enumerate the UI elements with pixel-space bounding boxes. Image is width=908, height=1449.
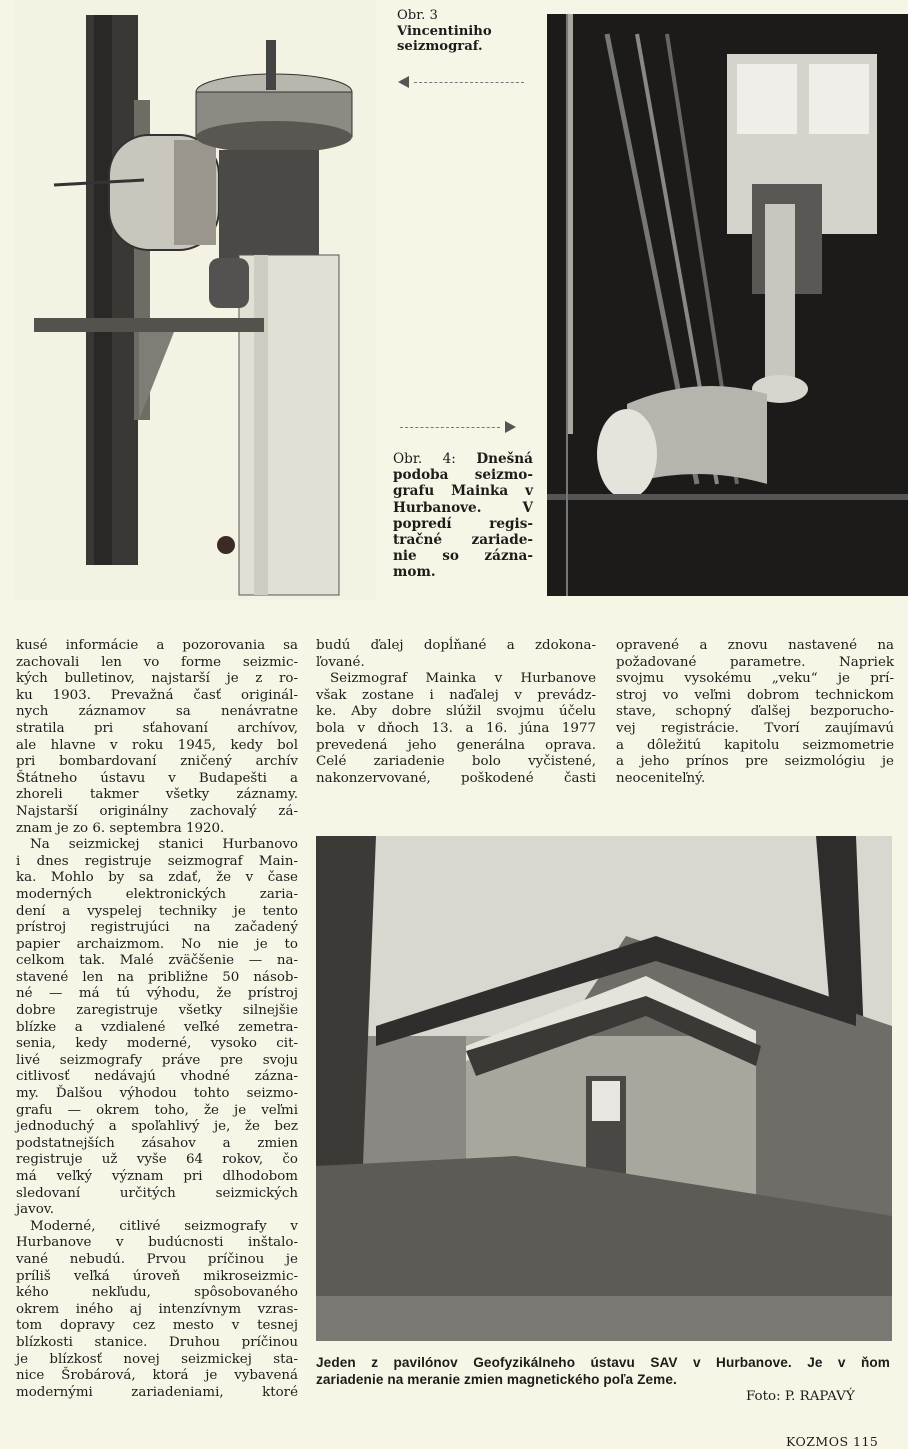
- text-line: livé seizmografy práve pre svoju: [16, 1052, 298, 1068]
- figure-4-line: Hurbanove. V: [393, 499, 533, 516]
- figure-4-line: nie so zázna-: [393, 548, 533, 565]
- photo-caption: [316, 1354, 890, 1388]
- arrow-line: [400, 427, 500, 429]
- text-line: ka. Mohlo by sa zdať, že v čase: [16, 870, 298, 886]
- figure-4-line: tračné zariade-: [393, 532, 533, 549]
- text-line: znam je zo 6. septembra 1920.: [16, 820, 225, 836]
- text-line: svojmu vysokému „veku“ je prí-: [616, 671, 894, 687]
- text-line: né — má tú výhodu, že prístroj: [16, 986, 298, 1002]
- arrow-right-icon: [505, 421, 516, 433]
- text-line: vané nebudú. Prvou príčinou je: [16, 1251, 298, 1267]
- text-line: prístroj registrujúci na začadený: [16, 920, 298, 936]
- text-line: papier archaizmom. No nie je to: [16, 936, 298, 952]
- arrow-left-icon: [398, 76, 409, 88]
- text-line: má veľký význam pri dlhodobom: [16, 1169, 298, 1184]
- text-line: my. Ďalšou výhodou tohto seizmo-: [16, 1086, 298, 1102]
- text-line: zhoreli takmer všetky záznamy.: [16, 787, 298, 803]
- text-line: ale hlavne v roku 1945, kedy bol: [16, 737, 298, 753]
- text-line: ku 1903. Prevažná časť originál-: [16, 687, 298, 703]
- text-line: bola v dňoch 13. a 16. júna 1977: [316, 720, 596, 736]
- text-line: i dnes registruje seizmograf Main-: [16, 853, 298, 869]
- figure-4-line: Dnešná: [476, 451, 533, 467]
- text-line: neoceniteľný.: [616, 770, 706, 786]
- text-line: vej registrácie. Tvorí zaujímavú: [616, 720, 894, 736]
- text-line: stroj vo veľmi dobrom technickom: [616, 687, 894, 703]
- figure-4-line: grafu Mainka v: [393, 483, 533, 500]
- text-line: stratila pri sťahovaní archívov,: [16, 720, 298, 736]
- text-line: stave, schopný ďalšej bezporucho-: [616, 704, 894, 720]
- text-line: javov.: [16, 1202, 54, 1218]
- text-line: citlivosť nedávajú vhodné zázna-: [16, 1069, 298, 1085]
- text-line: ľované.: [316, 654, 365, 670]
- photo-credit: Foto: P. RAPAVÝ: [746, 1389, 855, 1404]
- text-line: Moderné, citlivé seizmografy v: [30, 1218, 298, 1234]
- text-line: Celé zariadenie bolo vyčistené,: [316, 754, 596, 770]
- photo-geophysical-pavilion: [316, 836, 892, 1341]
- text-line: príliš veľká úroveň mikroseizmic-: [16, 1268, 298, 1284]
- figure-4-line: mom.: [393, 564, 436, 581]
- text-line: nych záznamov sa nenávratne: [16, 704, 298, 720]
- figure-4-line: popredí regis-: [393, 515, 533, 532]
- text-line: modernými zariadeniami, ktoré: [16, 1384, 298, 1400]
- photo-caption-line: zariadenie na meranie zmien magnetického poľa Zeme.: [316, 1372, 677, 1387]
- text-line: celkom tak. Malé zväčšenie — na-: [16, 953, 298, 969]
- figure-4-caption: [393, 451, 533, 581]
- figure-3-title-line: Vincentiniho: [397, 23, 492, 39]
- figure-3-caption: [397, 8, 517, 55]
- text-line: blízkosti stanice. Druhou príčinou: [16, 1334, 298, 1350]
- text-line: Na seizmickej stanici Hurbanovo: [30, 837, 298, 853]
- text-line: Hurbanove v budúcnosti inštalo-: [16, 1235, 298, 1251]
- figure-3-label: Obr. 3: [397, 8, 438, 23]
- text-line: a dôležitú kapitolu seizmometrie: [616, 737, 894, 753]
- text-line: jednoduchý a spoľahlivý je, že bez: [16, 1119, 298, 1135]
- text-line: Najstarší originálny zachovalý zá-: [16, 803, 298, 819]
- text-line: ke. Aby dobre slúžil svojmu účelu: [316, 704, 596, 720]
- text-line: tom dopravy cez mesto v tesnej: [16, 1318, 298, 1334]
- article-column-2: [316, 638, 596, 787]
- text-line: senia, kedy moderné, vysoko cit-: [16, 1036, 298, 1052]
- figure-3-title-line: seizmograf.: [397, 39, 483, 55]
- text-line: však zostane i naďalej v prevádz-: [316, 687, 596, 703]
- text-line: grafu — okrem toho, že je veľmi: [16, 1102, 298, 1118]
- page-footer: KOZMOS 115: [786, 1434, 879, 1449]
- text-line: dobre zaregistruje všetky silnejšie: [16, 1003, 298, 1019]
- text-line: kých bulletinov, najstarší je z ro-: [16, 671, 298, 687]
- text-line: blízke a vzdialené veľké zemetra-: [16, 1019, 298, 1035]
- text-line: stavené len na približne 50 násob-: [16, 969, 298, 985]
- photo-mainka-seismograph: [547, 14, 908, 596]
- text-line: podstatnejších zásahov a zmien: [16, 1135, 298, 1151]
- text-line: požadované parametre. Napriek: [616, 654, 894, 670]
- text-line: moderných elektronických zaria-: [16, 886, 298, 902]
- text-line: registruje už vyše 64 rokov, čo: [16, 1152, 298, 1168]
- text-line: dení a vyspelej techniky je tento: [16, 903, 298, 919]
- text-line: kusé informácie a pozorovania sa: [16, 638, 298, 653]
- text-line: opravené a znovu nastavené na: [616, 638, 894, 653]
- text-line: okrem iného aj intenzívnym vzras-: [16, 1301, 298, 1317]
- figure-4-label: Obr. 4:: [393, 451, 456, 467]
- text-line: sledovaní určitých seizmických: [16, 1185, 298, 1201]
- text-line: Seizmograf Mainka v Hurbanove: [330, 671, 596, 687]
- article-column-1: [16, 638, 298, 1401]
- arrow-line: [414, 82, 524, 84]
- photo-caption-line: Jeden z pavilónov Geofyzikálneho ústavu SAV v Hurbanove. Je v ňom: [316, 1355, 890, 1370]
- text-line: nakonzervované, poškodené časti: [316, 770, 596, 786]
- article-column-3: [616, 638, 894, 787]
- text-line: pri bombardovaní zničený archív: [16, 754, 298, 770]
- text-line: a jeho prínos pre seizmológiu je: [616, 754, 894, 770]
- text-line: prevedená jeho generálna oprava.: [316, 737, 596, 753]
- text-line: budú ďalej dopĺňané a zdokona-: [316, 638, 596, 653]
- text-line: nice Šrobárová, ktorá je vybavená: [16, 1368, 298, 1384]
- text-line: zachovali len vo forme seizmic-: [16, 654, 298, 670]
- photo-vincentini-seismograph: [14, 0, 376, 600]
- text-line: Štátneho ústavu v Budapešti a: [16, 770, 298, 786]
- text-line: je blízkosť novej seizmickej sta-: [16, 1351, 298, 1367]
- figure-4-line: podoba seizmo-: [393, 467, 533, 484]
- text-line: kého nekľudu, spôsobovaného: [16, 1285, 298, 1301]
